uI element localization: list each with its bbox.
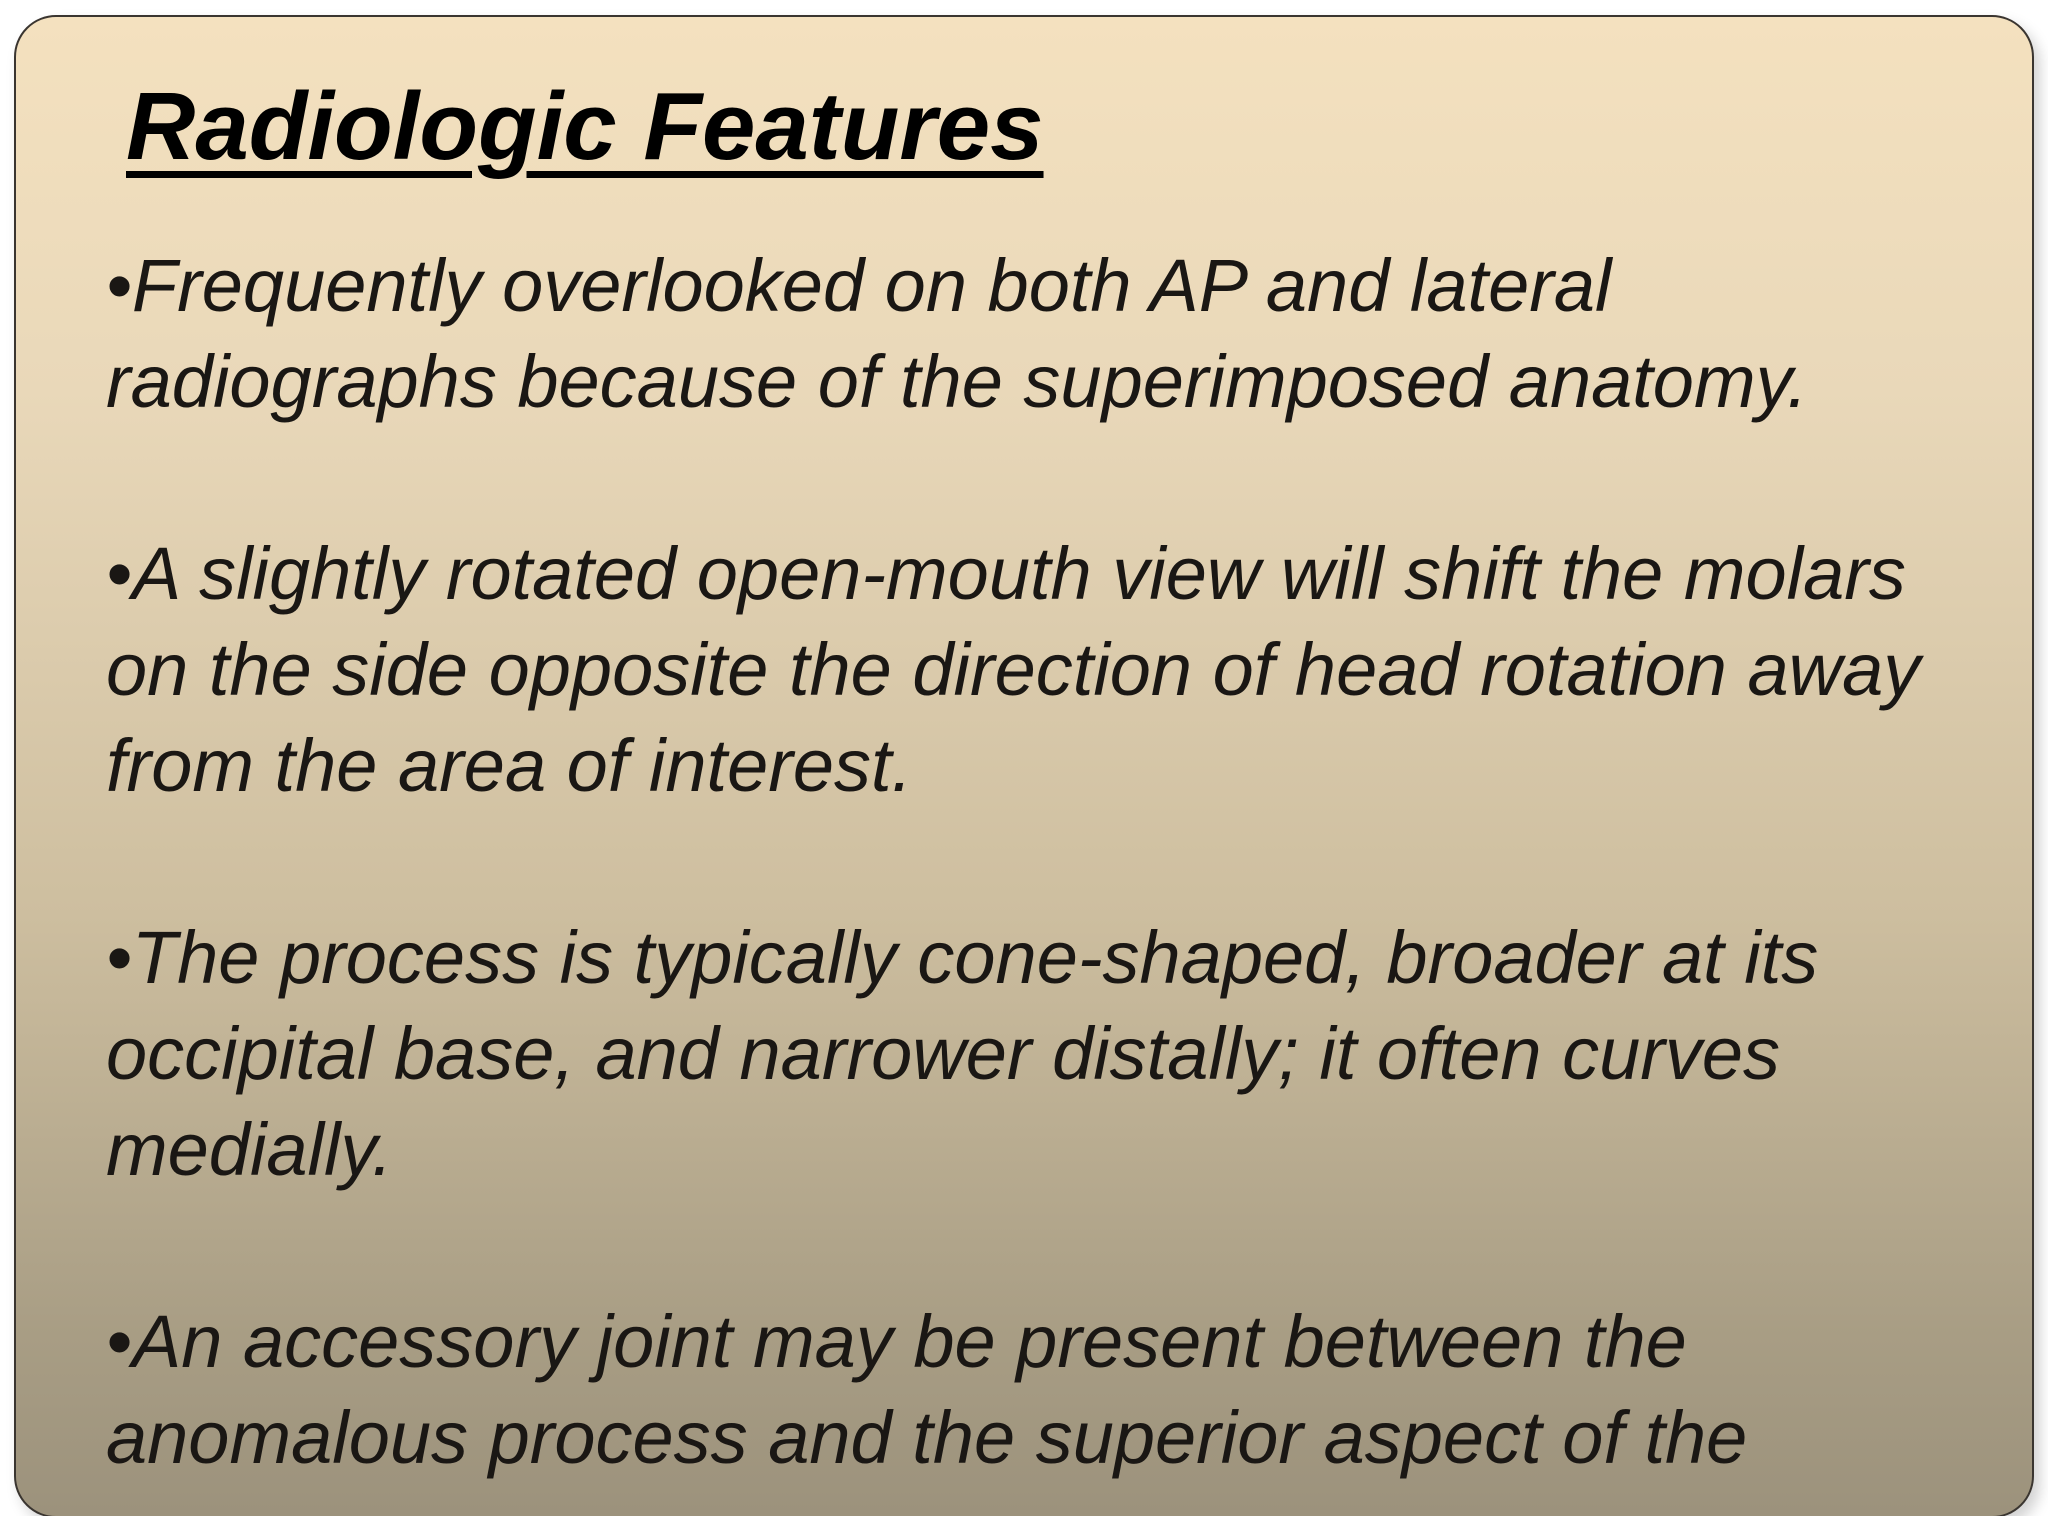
- bullet-item: •An accessory joint may be present between the anomalous process and the superior aspect of the: [106, 1300, 1748, 1479]
- bullet-item: •The process is typically cone-shaped, broader at its occipital base, and narrower distally; it often curves medially.: [106, 916, 1819, 1191]
- slide-title: Radiologic Features: [126, 73, 1044, 180]
- bullet-item: •Frequently overlooked on both AP and lateral radiographs because of the superimposed anatomy.: [106, 244, 1808, 423]
- bullet-list: [106, 238, 1946, 1536]
- slide-bottom-margin: [0, 1516, 2048, 1536]
- bullet-item: •A slightly rotated open-mouth view will shift the molars on the side opposite the direction of head rotation away from the area of interest.: [106, 532, 1921, 807]
